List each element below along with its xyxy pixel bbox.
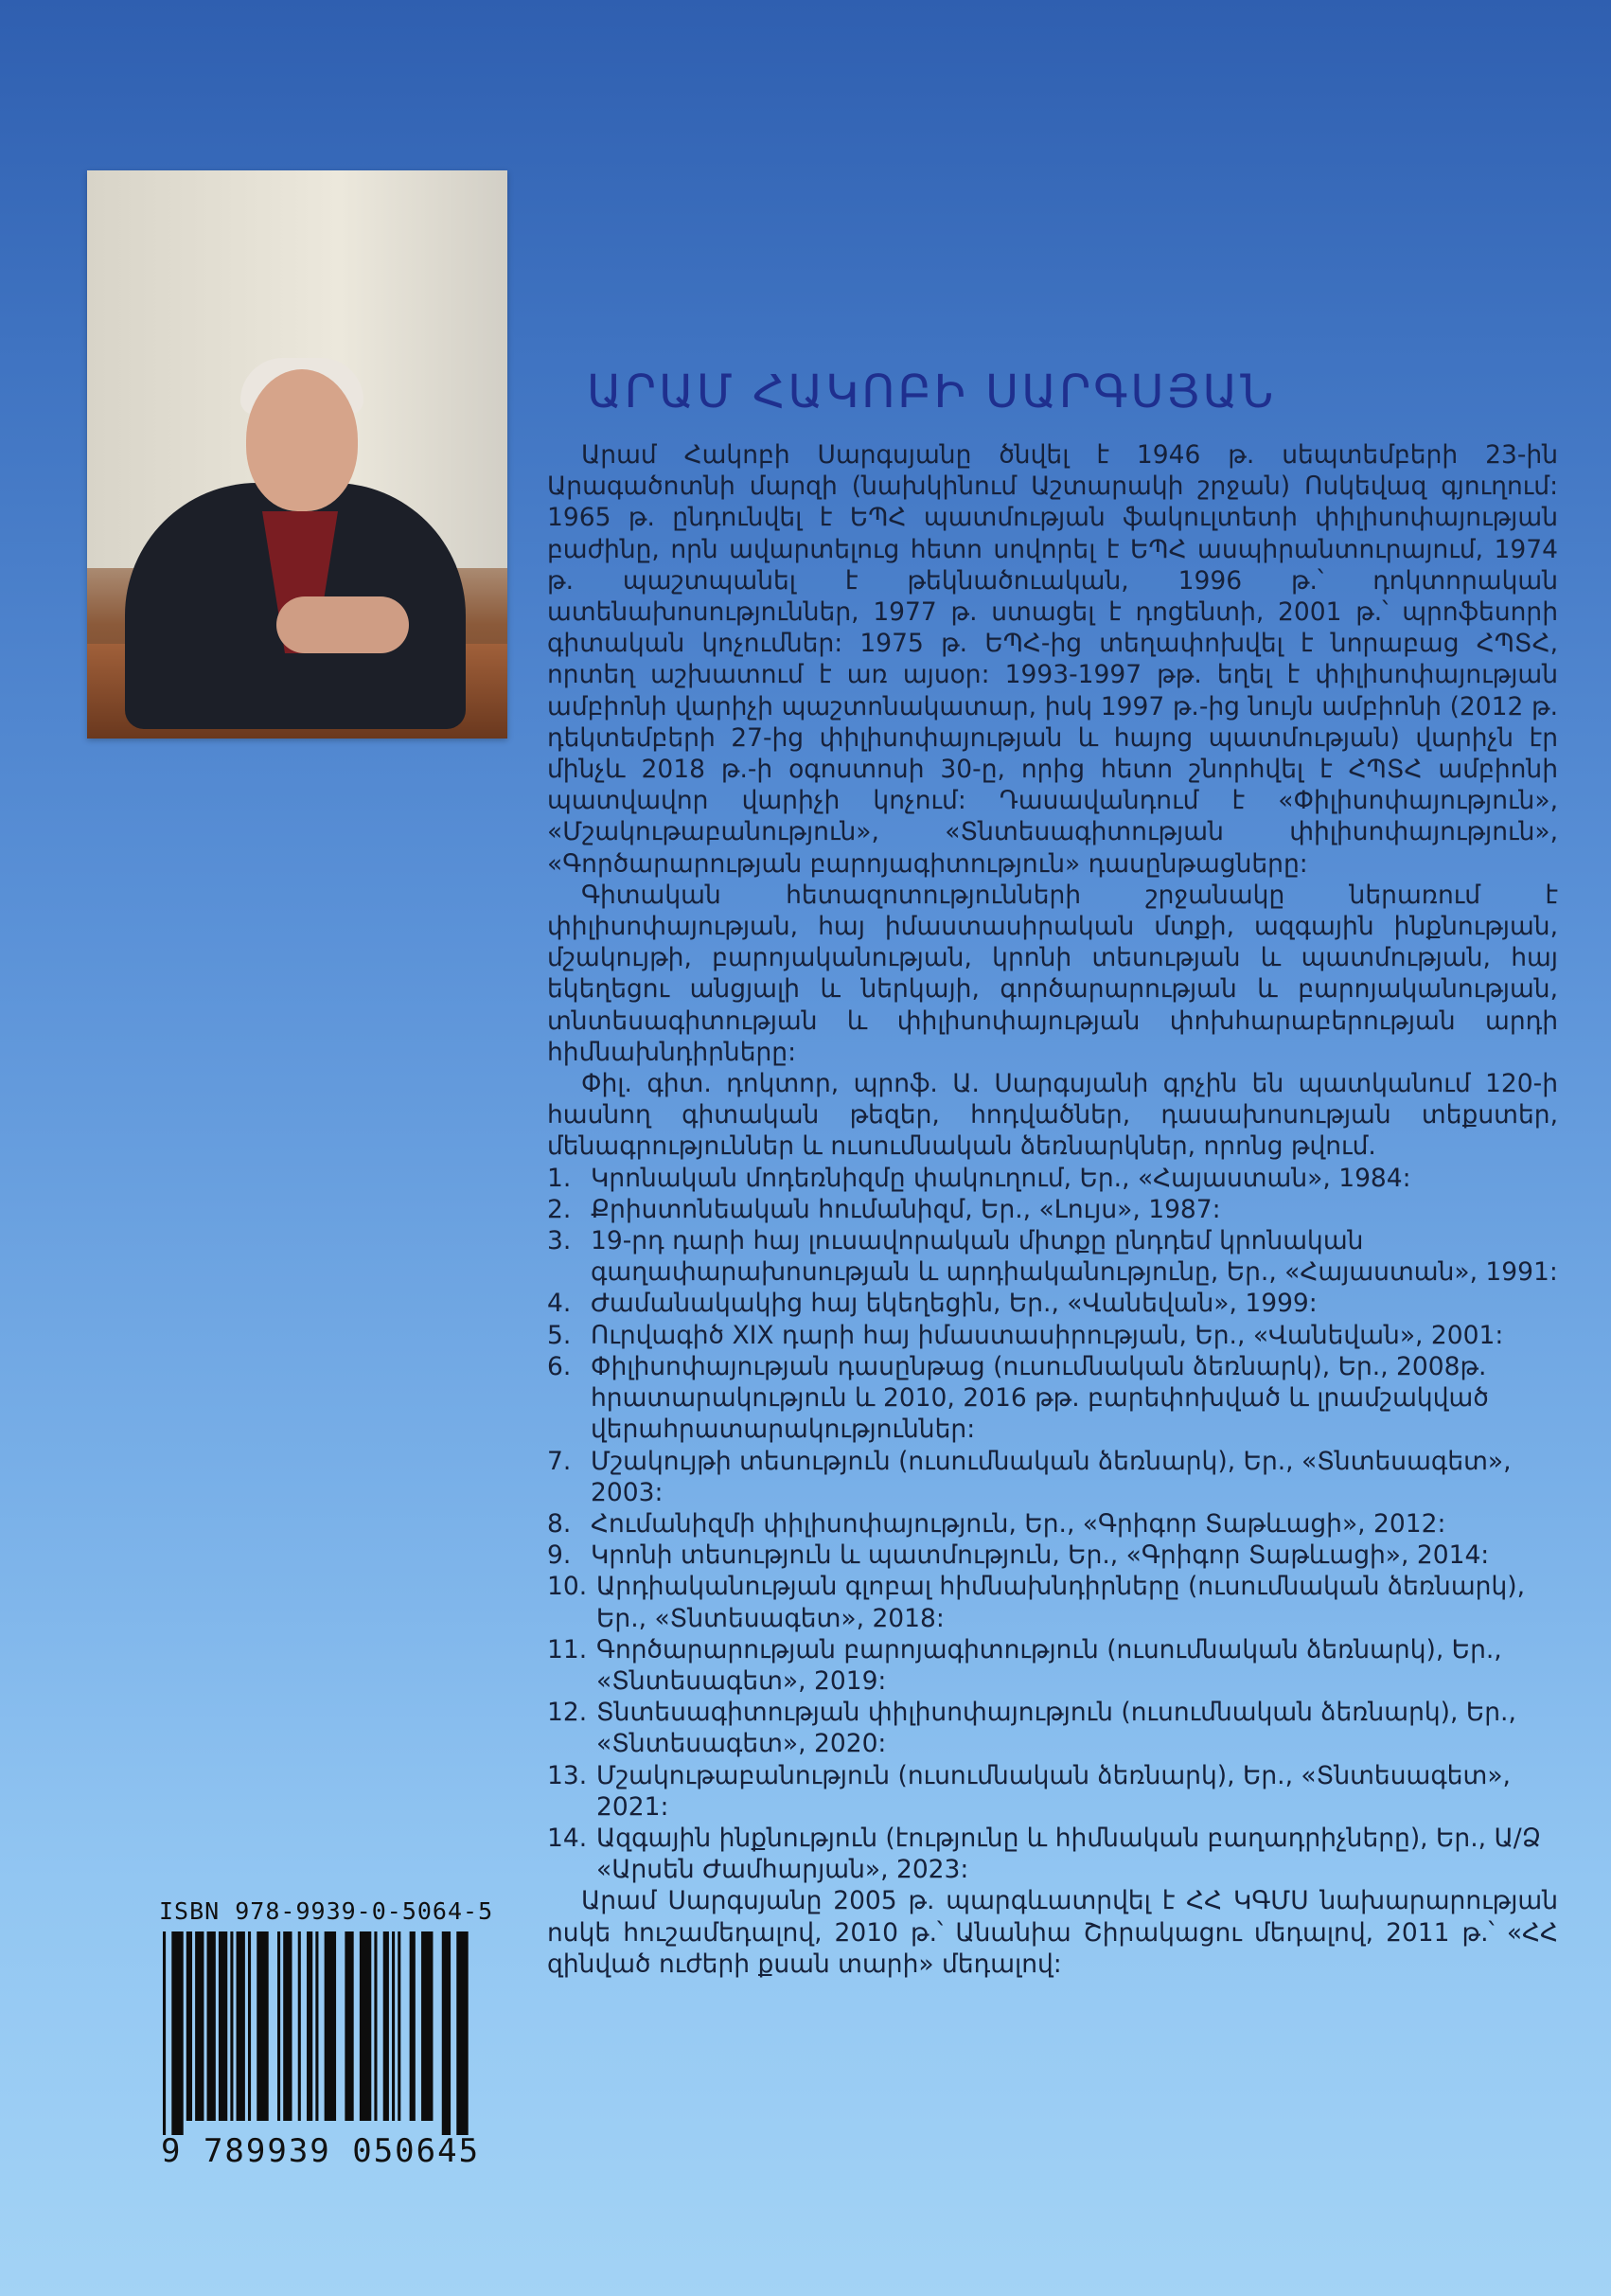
publication-item (547, 1823, 1558, 1885)
publication-item (547, 1571, 1558, 1633)
barcode-bar (315, 1931, 318, 2121)
bio-paragraph: Գիտական հետազոտությունների շրջանակը ներառում է փիլիսոփայության, հայ իմաստասիրական մտքի, ազգային ինքնության, մշակույթի, բարոյականության, կրոնի տեսության և պատմության, հայ եկեղեցու անցյալի և ներկայի, գործարարության և բարոյականության, տնտեսագիտության և փիլիսոփայության փոխհարաբերության արդի հիմնախնդիրները: (547, 880, 1558, 1067)
barcode-bar (421, 1931, 433, 2121)
barcode-bar (230, 1931, 233, 2121)
barcode-bar (398, 1931, 400, 2121)
publication-title: Փիլիսոփայության դասընթաց (ուսումնական ձեռնարկ), Եր., 2008թ. հրատարակություն և 2010, 2016 թթ. բարեփոխված և լրամշակված վերահրատարակություններ: (591, 1351, 1489, 1445)
barcode-bar (360, 1931, 371, 2121)
barcode-bar (298, 1931, 301, 2121)
publication-item (547, 1446, 1558, 1508)
publication-number: 10. (547, 1572, 588, 1602)
publication-number: 1. (547, 1163, 572, 1193)
biography-text (547, 439, 1558, 1980)
barcode-bar (345, 1931, 353, 2121)
publication-item (547, 1288, 1558, 1319)
publication-title: Քրիստոնեական հումանիզմ, Եր., «Լույս», 1987: (591, 1194, 1221, 1224)
barcode-bar (456, 1931, 468, 2135)
barcode-bar (410, 1931, 416, 2121)
publication-number: 4. (547, 1289, 572, 1319)
publication-number: 6. (547, 1351, 572, 1381)
publication-title: Գործարարության բարոյագիտություն (ուսումնական ձեռնարկ), Եր., «Տնտեսագետ», 2019: (596, 1634, 1502, 1696)
publication-number: 7. (547, 1446, 572, 1476)
publication-number: 8. (547, 1508, 572, 1539)
barcode-bar (307, 1931, 312, 2121)
publication-title: Ուրվագիծ XIX դարի հայ իմաստասիրության, Եր., «Վանեվան», 2001: (591, 1320, 1504, 1350)
publication-title: Ազգային ինքնություն (էությունը և հիմնական բաղադրիչները), Եր., Ա/Ձ «Արսեն Ժամհարյան», 2023: (596, 1823, 1542, 1885)
publication-list (547, 1163, 1558, 1886)
barcode-bar (383, 1931, 389, 2121)
bio-paragraph: Փիլ. գիտ. դոկտոր, պրոֆ. Ա. Սարգսյանի գրչին են պատկանում 120-ի հասնող գիտական թեզեր, հոդվածներ, դասախոսության տեքստեր, մենագրություններ և ուսումնական ձեռնարկներ, որոնց թվում. (547, 1069, 1558, 1162)
barcode-bar (277, 1931, 280, 2121)
barcode-bar (163, 1931, 166, 2135)
publication-item (547, 1163, 1558, 1194)
publication-number: 3. (547, 1226, 572, 1256)
publication-number: 5. (547, 1320, 572, 1350)
publication-item (547, 1697, 1558, 1759)
publication-title: Տնտեսագիտության փիլիսոփայություն (ուսումնական ձեռնարկ), Եր., «Տնտեսագետ», 2020: (596, 1698, 1516, 1759)
bio-paragraph: Արամ Սարգսյանը 2005 թ. պարգևատրվել է ՀՀ ԿԳՄՍ նախարարության ոսկե հուշամեդալով, 2010 թ.՝ Անանիա Շիրակացու մեդալով, 2011 թ.՝ «ՀՀ զինված ուժերի քսան տարի» մեդալով: (547, 1886, 1558, 1979)
publication-title: Ժամանակակից հայ եկեղեցին, Եր., «Վանեվան», 1999: (591, 1289, 1318, 1319)
barcode-bar (257, 1931, 268, 2121)
publication-title: 19-րդ դարի հայ լուսավորական միտքը ընդդեմ կրոնական գաղափարախոսության և արդիականությունը, Եր., «Հայաստան», 1991: (591, 1226, 1558, 1288)
publication-number: 11. (547, 1634, 588, 1664)
barcode-bar (325, 1931, 336, 2121)
publication-number: 14. (547, 1823, 588, 1853)
publication-item (547, 1194, 1558, 1225)
barcode-number: 9 789939 050645 (161, 2132, 481, 2170)
publication-title: Կրոնական մոդեռնիզմը փակուղում, Եր., «Հայաստան», 1984: (591, 1163, 1411, 1193)
barcode-bar (186, 1931, 192, 2121)
publication-item (547, 1320, 1558, 1351)
barcode-bar (392, 1931, 395, 2121)
barcode-bar (195, 1931, 204, 2121)
publication-number: 2. (547, 1194, 572, 1224)
publication-number: 9. (547, 1540, 572, 1571)
publication-item (547, 1540, 1558, 1571)
author-name-heading: ԱՐԱՄ ՀԱԿՈԲԻ ՍԱՐԳՍՅԱՆ (587, 365, 1277, 418)
publication-item (547, 1225, 1558, 1288)
barcode-bar (237, 1931, 245, 2121)
publication-number: 13. (547, 1760, 588, 1790)
barcode-bar (171, 1931, 183, 2135)
barcode-bar (219, 1931, 227, 2121)
publication-item (547, 1634, 1558, 1697)
publication-title: Կրոնի տեսություն և պատմություն, Եր., «Գրիգոր Տաթևացի», 2014: (591, 1540, 1490, 1571)
publication-title: Մշակութաբանություն (ուսումնական ձեռնարկ), Եր., «Տնտեսագետ», 2021: (596, 1760, 1511, 1822)
isbn-label: ISBN 978-9939-0-5064-5 (159, 1897, 494, 1925)
publication-title: Մշակույթի տեսություն (ուսումնական ձեռնարկ), Եր., «Տնտեսագետ», 2003: (591, 1446, 1512, 1507)
publication-item (547, 1760, 1558, 1823)
barcode-bars (163, 1931, 477, 2135)
photo-figure-head (246, 369, 358, 511)
publication-title: Հումանիզմի փիլիսոփայություն, Եր., «Գրիգոր Տաթևացի», 2012: (591, 1508, 1446, 1539)
barcode-bar (374, 1931, 377, 2121)
barcode-bar (248, 1931, 251, 2121)
barcode-bar (283, 1931, 292, 2121)
bio-paragraph: Արամ Հակոբի Սարգսյանը ծնվել է 1946 թ. սեպտեմբերի 23-ին Արագածոտնի մարզի (նախկինում Աշտարակի շրջան) Ոսկեվազ գյուղում: 1965 թ. ընդունվել է ԵՊՀ պատմության ֆակուլտետի փիլիսոփայության բաժինը, որն ավարտելուց հետո սովորել է ԵՊՀ ասպիրանտուրայում, 1974 թ. պաշտպանել է թեկնածուական, 1996 թ.՝ դոկտորական ատենախոսություններ, 1977 թ. ստացել է դոցենտի, 2001 թ.՝ պրոֆեսորի գիտական կոչումներ: 1975 թ. ԵՊՀ-ից տեղափոխվել է նորաբաց ՀՊՏՀ, որտեղ աշխատում է առ այսօր: 1993-1997 թթ. եղել է փիլիսոփայության ամբիոնի վարիչի պաշտոնակատար, իսկ 1997 թ.-ից նույն ամբիոնի (2012 թ. դեկտեմբերի 27-ից փիլիսոփայության և հայոց պատմության) վարիչն էր մինչև 2018 թ.-ի օգոստոսի 30-ը, որից հետո շնորհվել է ՀՊՏՀ ամբիոնի պատվավոր վարիչի կոչում: Դասավանդում է «Փիլիսոփայություն», «Մշակութաբանություն», «Տնտեսագիտության փիլիսոփայություն», «Գործարարության բարոյագիտություն» դասընթացները: (547, 440, 1558, 879)
publication-item (547, 1351, 1558, 1446)
publication-number: 12. (547, 1698, 588, 1728)
publication-title: Արդիականության գլոբալ հիմնախնդիրները (ուսումնական ձեռնարկ), Եր., «Տնտեսագետ», 2018: (596, 1572, 1526, 1633)
publication-item (547, 1508, 1558, 1540)
author-photo (87, 170, 507, 739)
barcode-bar (207, 1931, 216, 2121)
barcode-bar (442, 1931, 451, 2135)
photo-figure-hands (276, 596, 409, 653)
